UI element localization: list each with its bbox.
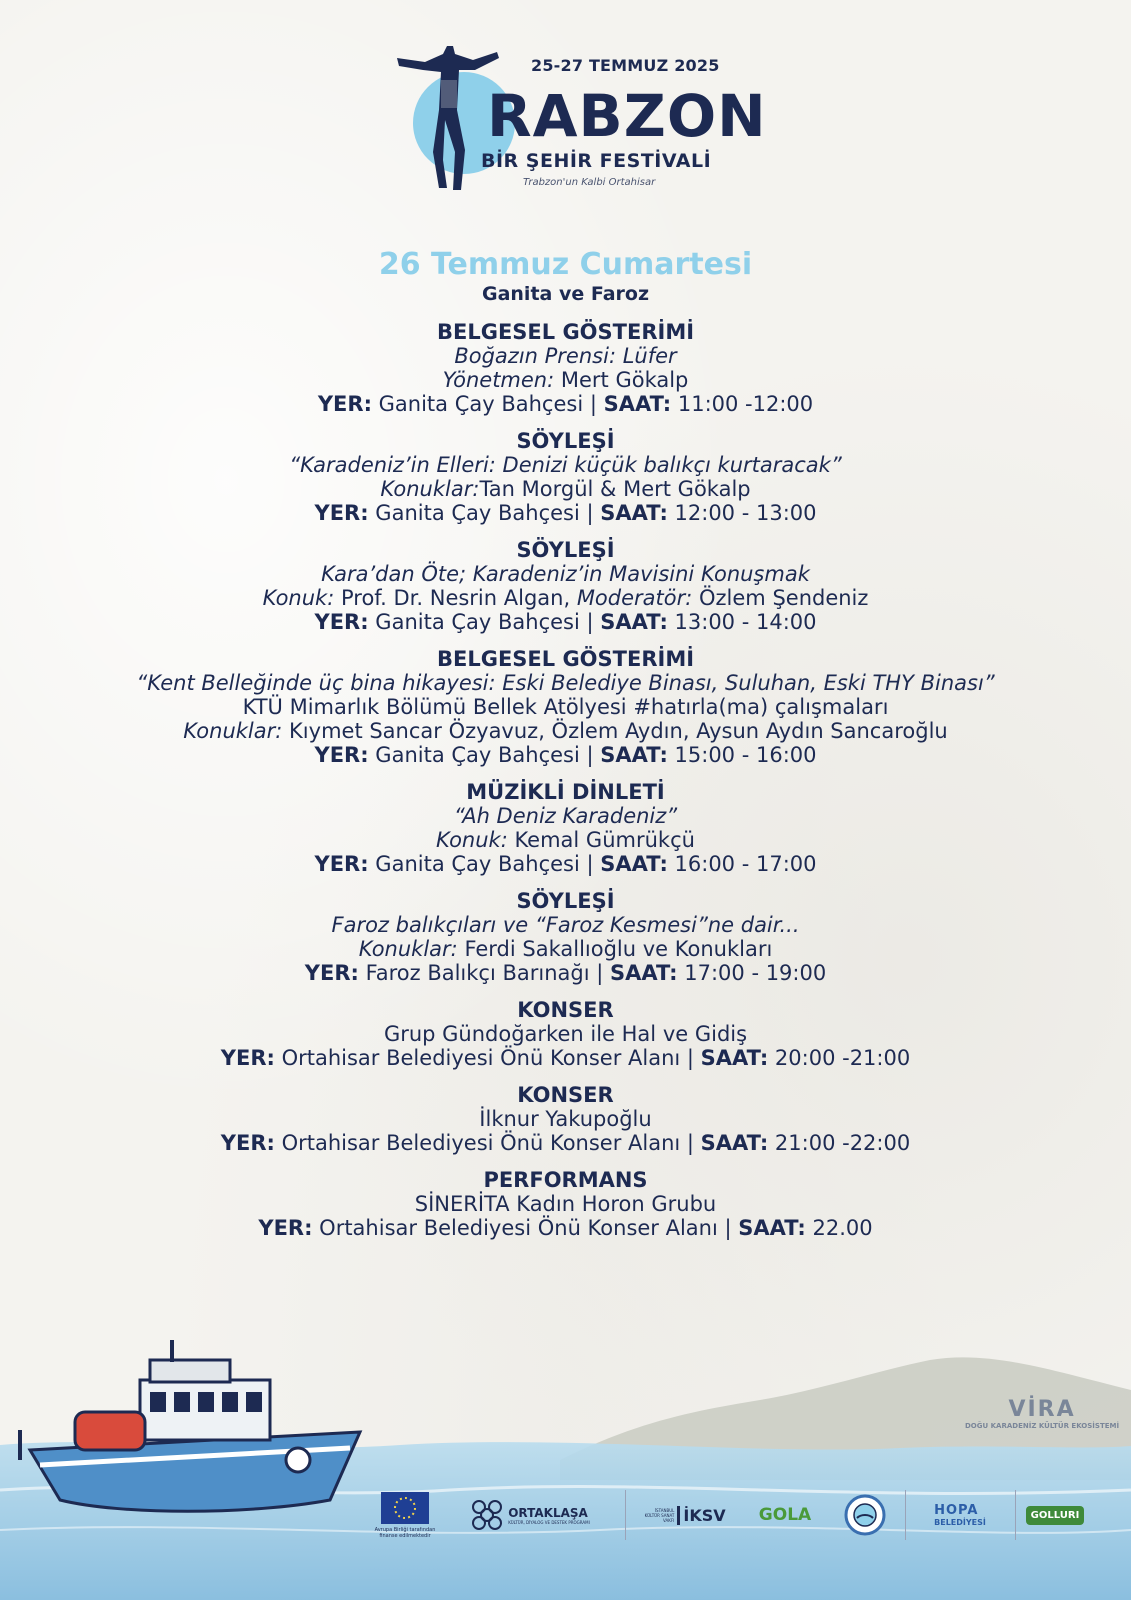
event-item [40, 1168, 1091, 1240]
festival-subtitle: BİR ŞEHİR FESTİVALİ [481, 150, 712, 172]
gola-logo [750, 1485, 820, 1545]
logo-divider [905, 1490, 906, 1540]
time-label: SAAT: [738, 1216, 806, 1240]
vira-wordmark: VİRA [1008, 1397, 1076, 1422]
event-item [40, 320, 1091, 416]
vira-logo [965, 1397, 1119, 1430]
event-type: BELGESEL GÖSTERİMİ [436, 320, 695, 344]
event-place-time [40, 501, 1091, 525]
time-label: SAAT: [600, 743, 668, 767]
event-place-time [40, 1216, 1091, 1240]
festival-logo [395, 40, 767, 200]
iksv-logo [640, 1485, 730, 1545]
place-value: Ganita Çay Bahçesi | [368, 501, 601, 525]
eu-flag-icon [381, 1492, 429, 1524]
moderator-name: Özlem Şendeniz [692, 586, 869, 610]
guest-name: Kemal Gümrükçü [507, 828, 695, 852]
time-label: SAAT: [600, 610, 668, 634]
golluri-name: GOLLURI [1026, 1506, 1085, 1525]
event-type: KONSER [517, 998, 614, 1022]
festival-dates: 25-27 TEMMUZ 2025 [531, 56, 720, 75]
event-type: PERFORMANS [483, 1168, 648, 1192]
logo-divider [625, 1490, 626, 1540]
time-label: SAAT: [600, 501, 668, 525]
guest-label: Konuklar: [358, 937, 458, 961]
place-value: Ortahisar Belediyesi Önü Konser Alanı | [274, 1046, 701, 1070]
event-type: SÖYLEŞİ [516, 889, 615, 913]
event-item [40, 889, 1091, 985]
time-label: SAAT: [700, 1046, 769, 1070]
event-item [40, 429, 1091, 525]
place-label: YER: [220, 1046, 275, 1070]
event-place-time [40, 743, 1091, 767]
event-guest [40, 368, 1091, 392]
place-value: Ortahisar Belediyesi Önü Konser Alanı | [274, 1131, 701, 1155]
iksv-subtitle: İSTANBUL KÜLTÜR SANAT VAKFI [644, 1507, 675, 1523]
event-type: SÖYLEŞİ [516, 429, 615, 453]
event-place-time [40, 852, 1091, 876]
place-value: Ganita Çay Bahçesi | [368, 852, 601, 876]
hopa-logo [915, 1485, 1005, 1545]
iksv-name: İKSV [677, 1506, 725, 1525]
event-performer: Grup Gündoğarken ile Hal ve Gidiş [383, 1022, 748, 1046]
place-label: YER: [314, 610, 369, 634]
place-value: Ganita Çay Bahçesi | [371, 392, 604, 416]
place-label: YER: [304, 961, 359, 985]
place-label: YER: [220, 1131, 275, 1155]
time-label: SAAT: [600, 852, 668, 876]
place-label: YER: [258, 1216, 313, 1240]
event-guest [40, 937, 1091, 961]
event-performer: İlknur Yakupoğlu [479, 1107, 652, 1131]
time-value: 21:00 -22:00 [768, 1131, 911, 1155]
day-title: 26 Temmuz Cumartesi [378, 247, 753, 282]
event-note: KTÜ Mimarlık Bölümü Bellek Atölyesi #hatırla(ma) çalışmaları [242, 695, 889, 719]
hopa-name: HOPA [934, 1503, 979, 1518]
festival-wordmark: RABZON [487, 82, 767, 150]
event-item [40, 538, 1091, 634]
event-guest [40, 828, 1091, 852]
time-value: 11:00 -12:00 [671, 392, 814, 416]
place-value: Ganita Çay Bahçesi | [368, 743, 601, 767]
event-title: “Kent Belleğinde üç bina hikayesi: Eski Belediye Binası, Suluhan, Eski THY Binası” [136, 671, 995, 695]
place-label: YER: [317, 392, 372, 416]
municipality-seal [835, 1485, 895, 1545]
event-title: Kara’dan Öte; Karadeniz’in Mavisini Konuşmak [321, 562, 810, 586]
guest-name: Kıymet Sancar Özyavuz, Özlem Aydın, Aysun Aydın Sancaroğlu [282, 719, 948, 743]
ortaklasa-circles-icon [470, 1498, 504, 1532]
event-place-time [40, 961, 1091, 985]
time-value: 17:00 - 19:00 [677, 961, 827, 985]
event-guest [40, 477, 1091, 501]
guest-label: Konuk: [436, 828, 508, 852]
vira-subtitle: DOĞU KARADENİZ KÜLTÜR EKOSİSTEMİ [965, 1422, 1120, 1430]
venue-heading: Ganita ve Faroz [481, 283, 650, 305]
guest-name: Ferdi Sakallıoğlu ve Konukları [457, 937, 773, 961]
guest-label: Yönetmen: [442, 368, 555, 392]
ortaklasa-subtitle: KÜLTÜR, DİYALOG VE DESTEK PROGRAMI [508, 1519, 590, 1525]
event-item [40, 780, 1091, 876]
festival-tagline: Trabzon'un Kalbi Ortahisar [523, 177, 656, 188]
time-value: 15:00 - 16:00 [667, 743, 817, 767]
ortaklasa-name: ORTAKLAŞA [508, 1505, 588, 1520]
event-item [40, 647, 1091, 767]
place-value: Ganita Çay Bahçesi | [368, 610, 601, 634]
guest-label: Konuk: [262, 586, 335, 610]
hopa-subtitle: BELEDİYESİ [934, 1518, 986, 1527]
place-label: YER: [314, 501, 369, 525]
event-title: “Karadeniz’in Elleri: Denizi küçük balıkçı kurtaracak” [289, 453, 842, 477]
time-label: SAAT: [603, 392, 672, 416]
golluri-logo [1025, 1485, 1085, 1545]
time-label: SAAT: [610, 961, 678, 985]
guest-name: Tan Morgül & Mert Gökalp [479, 477, 751, 501]
place-label: YER: [314, 852, 369, 876]
event-item [40, 1083, 1091, 1155]
event-guest [40, 719, 1091, 743]
event-place-time [40, 1046, 1091, 1070]
event-title: Boğazın Prensi: Lüfer [454, 344, 677, 368]
event-item [40, 998, 1091, 1070]
event-type: KONSER [517, 1083, 614, 1107]
seal-icon [844, 1494, 886, 1536]
time-value: 12:00 - 13:00 [667, 501, 817, 525]
time-value: 16:00 - 17:00 [667, 852, 817, 876]
place-value: Faroz Balıkçı Barınağı | [358, 961, 610, 985]
event-type: MÜZİKLİ DİNLETİ [466, 780, 665, 804]
time-value: 13:00 - 14:00 [667, 610, 817, 634]
guest-label: Konuklar: [380, 477, 480, 501]
time-label: SAAT: [700, 1131, 769, 1155]
event-guest [40, 586, 1091, 610]
eu-logo [370, 1485, 440, 1545]
sponsor-logos [370, 1485, 1110, 1545]
eu-caption: Avrupa Birliği tarafından finanse edilmektedir [374, 1526, 436, 1539]
event-place-time [40, 610, 1091, 634]
time-value: 20:00 -21:00 [768, 1046, 911, 1070]
moderator-label: Moderatör: [576, 586, 693, 610]
program [40, 248, 1091, 1253]
guest-name: Prof. Dr. Nesrin Algan, [334, 586, 577, 610]
event-type: SÖYLEŞİ [516, 538, 615, 562]
place-value: Ortahisar Belediyesi Önü Konser Alanı | [312, 1216, 739, 1240]
sea-scene-illustration [0, 1340, 1131, 1600]
guest-label: Konuklar: [183, 719, 283, 743]
event-title: Faroz balıkçıları ve “Faroz Kesmesi”ne dair... [331, 913, 800, 937]
event-title: “Ah Deniz Karadeniz” [453, 804, 678, 828]
time-value: 22.00 [805, 1216, 873, 1240]
gola-name: GOLA [758, 1505, 812, 1525]
boat-icon [20, 1340, 360, 1511]
event-place-time [40, 1131, 1091, 1155]
place-label: YER: [314, 743, 369, 767]
ortaklasa-logo [465, 1485, 595, 1545]
event-type: BELGESEL GÖSTERİMİ [436, 647, 695, 671]
event-place-time [40, 392, 1091, 416]
logo-divider [1015, 1490, 1016, 1540]
event-performer: SİNERİTA Kadın Horon Grubu [414, 1192, 717, 1216]
guest-name: Mert Gökalp [554, 368, 689, 392]
